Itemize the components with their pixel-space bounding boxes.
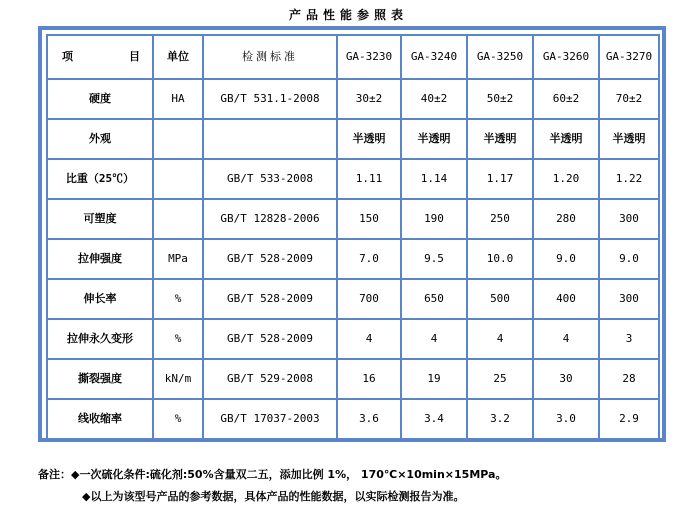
row-label: 线收缩率 bbox=[47, 399, 153, 439]
row-value: 2.9 bbox=[599, 399, 659, 439]
notes bbox=[38, 464, 678, 508]
header-model: GA-3230 bbox=[337, 35, 401, 79]
note-line-1: 备注：◆一次硫化条件:硫化剂:50%含量双二五，添加比例 1%， 170℃×10min×15MPa。 bbox=[38, 468, 507, 481]
row-value: 1.14 bbox=[401, 159, 467, 199]
header-model: GA-3240 bbox=[401, 35, 467, 79]
row-label: 可塑度 bbox=[47, 199, 153, 239]
header-model: GA-3270 bbox=[599, 35, 659, 79]
table-row bbox=[47, 399, 659, 439]
spec-table bbox=[46, 34, 660, 440]
row-value: 400 bbox=[533, 279, 599, 319]
row-label: 撕裂强度 bbox=[47, 359, 153, 399]
page-title: 产品性能参照表 bbox=[288, 8, 408, 22]
row-unit: % bbox=[153, 319, 203, 359]
row-value: 9.5 bbox=[401, 239, 467, 279]
row-label: 硬度 bbox=[47, 79, 153, 119]
row-method: GB/T 17037-2003 bbox=[203, 399, 337, 439]
row-value: 190 bbox=[401, 199, 467, 239]
row-label: 拉伸永久变形 bbox=[47, 319, 153, 359]
row-value: 700 bbox=[337, 279, 401, 319]
row-value: 半透明 bbox=[599, 119, 659, 159]
row-method: GB/T 528-2009 bbox=[203, 319, 337, 359]
row-label: 比重（25℃） bbox=[47, 159, 153, 199]
row-unit: HA bbox=[153, 79, 203, 119]
row-value: 30 bbox=[533, 359, 599, 399]
row-value: 150 bbox=[337, 199, 401, 239]
row-value: 60±2 bbox=[533, 79, 599, 119]
row-method: GB/T 12828-2006 bbox=[203, 199, 337, 239]
row-value: 70±2 bbox=[599, 79, 659, 119]
row-value: 4 bbox=[401, 319, 467, 359]
row-value: 30±2 bbox=[337, 79, 401, 119]
row-method bbox=[203, 119, 337, 159]
table-row bbox=[47, 239, 659, 279]
row-value: 9.0 bbox=[599, 239, 659, 279]
row-value: 3.0 bbox=[533, 399, 599, 439]
row-value: 250 bbox=[467, 199, 533, 239]
row-value: 3.4 bbox=[401, 399, 467, 439]
row-value: 3.2 bbox=[467, 399, 533, 439]
spec-table-frame bbox=[38, 26, 666, 442]
row-value: 半透明 bbox=[467, 119, 533, 159]
row-method: GB/T 531.1-2008 bbox=[203, 79, 337, 119]
table-row bbox=[47, 279, 659, 319]
row-value: 4 bbox=[533, 319, 599, 359]
row-label: 拉伸强度 bbox=[47, 239, 153, 279]
row-method: GB/T 528-2009 bbox=[203, 279, 337, 319]
row-value: 3.6 bbox=[337, 399, 401, 439]
row-value: 半透明 bbox=[401, 119, 467, 159]
table-row bbox=[47, 359, 659, 399]
row-unit: % bbox=[153, 279, 203, 319]
row-value: 28 bbox=[599, 359, 659, 399]
header-unit: 单位 bbox=[153, 35, 203, 79]
row-label: 外观 bbox=[47, 119, 153, 159]
row-value: 500 bbox=[467, 279, 533, 319]
row-value: 16 bbox=[337, 359, 401, 399]
row-value: 半透明 bbox=[533, 119, 599, 159]
header-model: GA-3250 bbox=[467, 35, 533, 79]
table-row bbox=[47, 319, 659, 359]
row-unit: kN/m bbox=[153, 359, 203, 399]
row-label: 伸长率 bbox=[47, 279, 153, 319]
note-line-2: ◆以上为该型号产品的参考数据，具体产品的性能数据，以实际检测报告为准。 bbox=[82, 490, 465, 503]
row-value: 7.0 bbox=[337, 239, 401, 279]
row-value: 19 bbox=[401, 359, 467, 399]
row-value: 300 bbox=[599, 279, 659, 319]
table-row bbox=[47, 159, 659, 199]
table-header-row bbox=[47, 35, 659, 79]
row-method: GB/T 528-2009 bbox=[203, 239, 337, 279]
row-value: 25 bbox=[467, 359, 533, 399]
row-method: GB/T 533-2008 bbox=[203, 159, 337, 199]
row-value: 650 bbox=[401, 279, 467, 319]
header-item-left: 项 bbox=[62, 49, 73, 63]
row-value: 1.20 bbox=[533, 159, 599, 199]
header-item-cell bbox=[47, 35, 153, 79]
row-value: 4 bbox=[337, 319, 401, 359]
row-unit: % bbox=[153, 399, 203, 439]
row-unit bbox=[153, 119, 203, 159]
header-model: GA-3260 bbox=[533, 35, 599, 79]
row-unit: MPa bbox=[153, 239, 203, 279]
row-unit bbox=[153, 199, 203, 239]
row-value: 50±2 bbox=[467, 79, 533, 119]
row-unit bbox=[153, 159, 203, 199]
row-method: GB/T 529-2008 bbox=[203, 359, 337, 399]
row-value: 40±2 bbox=[401, 79, 467, 119]
row-value: 1.17 bbox=[467, 159, 533, 199]
table-row bbox=[47, 79, 659, 119]
row-value: 300 bbox=[599, 199, 659, 239]
row-value: 280 bbox=[533, 199, 599, 239]
header-item-right: 目 bbox=[129, 49, 140, 63]
row-value: 10.0 bbox=[467, 239, 533, 279]
header-method: 检测标准 bbox=[203, 35, 337, 79]
table-row bbox=[47, 199, 659, 239]
table-row bbox=[47, 119, 659, 159]
row-value: 9.0 bbox=[533, 239, 599, 279]
row-value: 1.11 bbox=[337, 159, 401, 199]
row-value: 3 bbox=[599, 319, 659, 359]
row-value: 4 bbox=[467, 319, 533, 359]
row-value: 半透明 bbox=[337, 119, 401, 159]
row-value: 1.22 bbox=[599, 159, 659, 199]
